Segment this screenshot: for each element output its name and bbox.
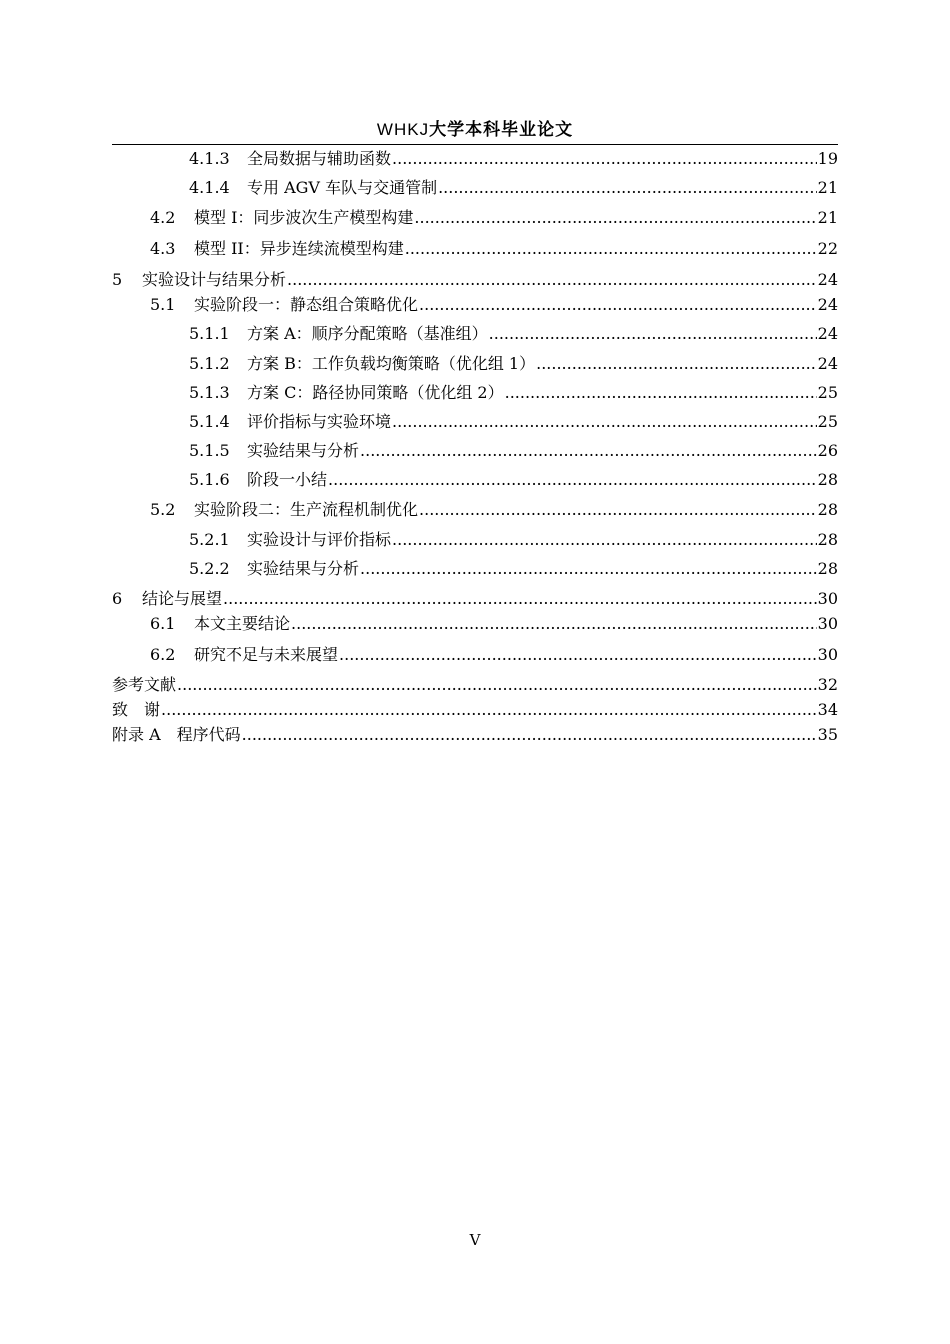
toc-entry[interactable] (112, 291, 838, 315)
toc-entry-number: 6.2 (150, 645, 176, 664)
toc-entry-number: 5.1.3 (189, 383, 230, 402)
toc-entry-number: 5.1.6 (189, 470, 230, 489)
toc-entry-page: 21 (817, 208, 838, 227)
toc-entry-title: 本文主要结论 (194, 614, 291, 633)
toc-entry-number: 5.2.1 (189, 530, 230, 549)
toc-entry-page: 35 (817, 725, 838, 744)
toc-leader-dots (360, 559, 817, 579)
toc-entry-number: 4.1.3 (189, 149, 230, 168)
toc-entry[interactable] (112, 266, 838, 290)
toc-entry-page: 30 (817, 589, 838, 608)
toc-entry-title: 方案 A：顺序分配策略（基准组） (247, 324, 488, 343)
toc-entry[interactable] (112, 641, 838, 665)
toc-leader-dots (291, 614, 817, 634)
toc-entry-page: 30 (817, 645, 838, 664)
toc-leader-dots (438, 178, 817, 198)
toc-entry-page: 32 (817, 675, 838, 694)
toc-entry-page: 28 (817, 500, 838, 519)
toc-entry-title: 实验结果与分析 (247, 559, 360, 578)
toc-entry-page: 25 (817, 383, 838, 402)
toc-entry-title: 结论与展望 (142, 589, 223, 608)
toc-entry-page: 28 (817, 559, 838, 578)
toc-entry-title: 实验设计与结果分析 (142, 270, 287, 289)
running-header (112, 119, 838, 145)
toc-entry-number: 4.1.4 (189, 178, 230, 197)
toc-entry-page: 24 (817, 324, 838, 343)
toc-entry-title: 附录 A 程序代码 (112, 725, 241, 744)
toc-entry-page: 28 (817, 470, 838, 489)
toc-leader-dots (360, 441, 817, 461)
toc-entry[interactable] (112, 437, 838, 461)
toc-entry[interactable] (112, 174, 838, 198)
toc-entry-title: 实验结果与分析 (247, 441, 360, 460)
toc-entry[interactable] (112, 408, 838, 432)
header-title: 大学本科毕业论文 (429, 120, 574, 140)
toc-leader-dots (392, 530, 817, 550)
toc-entry[interactable] (112, 145, 838, 169)
toc-entry[interactable] (112, 350, 838, 374)
header-prefix: WHKJ (376, 120, 430, 139)
toc-entry-page: 21 (817, 178, 838, 197)
toc-entry-page: 30 (817, 614, 838, 633)
toc-leader-dots (161, 700, 817, 720)
toc-entry-page: 24 (817, 354, 838, 373)
toc-entry-title: 模型 II：异步连续流模型构建 (194, 239, 404, 258)
toc-entry[interactable] (112, 496, 838, 520)
toc-entry-title: 方案 B：工作负载均衡策略（优化组 1） (247, 354, 536, 373)
toc-entry[interactable] (112, 585, 838, 609)
toc-entry-page: 24 (817, 295, 838, 314)
toc-leader-dots (392, 412, 817, 432)
toc-entry-number: 4.3 (150, 239, 176, 258)
toc-entry-number: 5.2.2 (189, 559, 230, 578)
toc-entry-title: 实验设计与评价指标 (247, 530, 392, 549)
toc-entry-page: 26 (817, 441, 838, 460)
toc-entry[interactable] (112, 320, 838, 344)
toc-leader-dots (392, 149, 817, 169)
toc-entry-number: 5 (112, 270, 123, 289)
toc-entry-title: 致 谢 (112, 700, 161, 719)
toc-entry-title: 模型 I：同步波次生产模型构建 (194, 208, 414, 227)
toc-leader-dots (419, 500, 817, 520)
toc-entry-number: 4.2 (150, 208, 176, 227)
toc-leader-dots (328, 470, 817, 490)
toc-leader-dots (536, 354, 817, 374)
toc-leader-dots (414, 208, 816, 228)
toc-leader-dots (223, 589, 817, 609)
toc-entry[interactable] (112, 610, 838, 634)
toc-entry[interactable] (112, 204, 838, 228)
toc-entry-title: 研究不足与未来展望 (194, 645, 339, 664)
toc-entry-number: 5.1.1 (189, 324, 230, 343)
toc-leader-dots (419, 295, 817, 315)
toc-entry[interactable] (112, 526, 838, 550)
toc-entry-number: 5.1.5 (189, 441, 230, 460)
toc-entry-page: 25 (817, 412, 838, 431)
toc-entry[interactable] (112, 696, 838, 720)
toc-leader-dots (287, 270, 817, 290)
toc-entry-title: 全局数据与辅助函数 (247, 149, 392, 168)
toc-leader-dots (489, 324, 817, 344)
toc-entry-page: 24 (817, 270, 838, 289)
toc-entry-title: 专用 AGV 车队与交通管制 (247, 178, 438, 197)
toc-entry-title: 实验阶段一：静态组合策略优化 (194, 295, 419, 314)
toc-entry[interactable] (112, 235, 838, 259)
toc-entry-title: 参考文献 (112, 675, 177, 694)
toc-entry[interactable] (112, 379, 838, 403)
toc-entry[interactable] (112, 466, 838, 490)
toc-entry-title: 实验阶段二：生产流程机制优化 (194, 500, 419, 519)
toc-entry-number: 5.1.4 (189, 412, 230, 431)
toc-entry-number: 6.1 (150, 614, 176, 633)
toc-leader-dots (177, 675, 817, 695)
toc-entry-page: 22 (817, 239, 838, 258)
toc-entry-page: 28 (817, 530, 838, 549)
toc-entry[interactable] (112, 555, 838, 579)
toc-entry-title: 评价指标与实验环境 (247, 412, 392, 431)
toc-leader-dots (505, 383, 817, 403)
toc-entry[interactable] (112, 671, 838, 695)
toc-leader-dots (405, 239, 817, 259)
page-number: V (469, 1231, 481, 1249)
toc-entry-title: 方案 C：路径协同策略（优化组 2） (247, 383, 504, 402)
toc-entry[interactable] (112, 721, 838, 745)
toc-entry-title: 阶段一小结 (247, 470, 328, 489)
toc-entry-page: 19 (817, 149, 838, 168)
toc-leader-dots (339, 645, 817, 665)
toc-entry-number: 5.2 (150, 500, 176, 519)
toc-entry-page: 34 (817, 700, 838, 719)
toc-entry-number: 5.1 (150, 295, 176, 314)
toc-entry-number: 5.1.2 (189, 354, 230, 373)
toc-leader-dots (242, 725, 817, 745)
toc-entry-number: 6 (112, 589, 123, 608)
